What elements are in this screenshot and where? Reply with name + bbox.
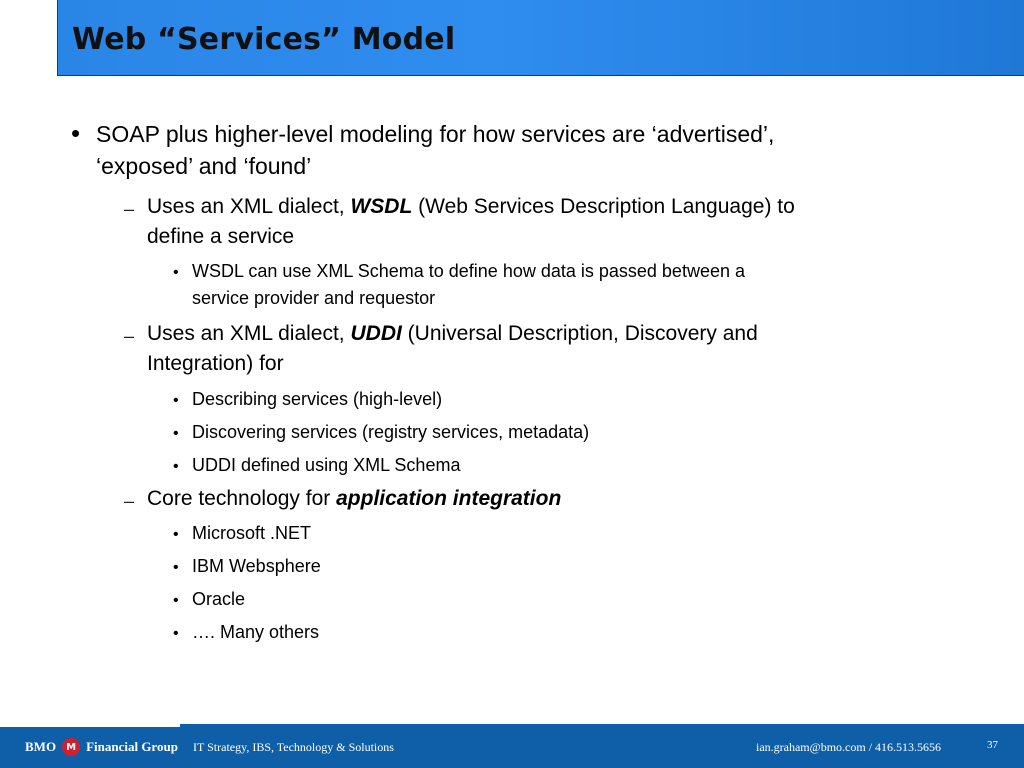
logo-bmo-text: BMO	[25, 739, 57, 754]
uddi-detail-2: Discovering services (registry services, metadata)	[192, 422, 590, 442]
uddi-pre: Uses an XML dialect,	[147, 322, 351, 345]
core-pre: Core technology for	[147, 487, 337, 510]
uddi-post: (Universal Description, Discovery and	[401, 322, 758, 345]
dash-marker: –	[124, 491, 135, 511]
sub-bullet-core-tech	[147, 487, 561, 511]
sub-bullet-wsdl-line-2: define a service	[147, 225, 295, 248]
wsdl-pre: Uses an XML dialect,	[147, 195, 351, 218]
bullet-1-line-2: ‘exposed’ and ‘found’	[96, 153, 312, 179]
uddi-detail-3: UDDI defined using XML Schema	[192, 455, 461, 475]
sub-marker: •	[173, 425, 179, 442]
uddi-detail-1: Describing services (high-level)	[192, 389, 443, 409]
sub-marker: •	[173, 392, 179, 409]
sub-marker: •	[173, 559, 179, 576]
bmo-logo	[25, 735, 178, 759]
bullet-marker: •	[71, 118, 81, 148]
bullet-1-line-1: SOAP plus higher-level modeling for how services are ‘advertised’,	[96, 121, 775, 147]
sub-bullet-wsdl-line-1	[147, 195, 795, 219]
wsdl-detail-line-1: WSDL can use XML Schema to define how data is passed between a	[192, 261, 745, 281]
page-number: 37	[987, 739, 998, 751]
footer-department: IT Strategy, IBS, Technology & Solutions	[193, 740, 394, 754]
sub-marker: •	[173, 625, 179, 642]
sub-marker: •	[173, 592, 179, 609]
sub-bullet-uddi-line-1	[147, 322, 758, 346]
slide-title: Web “Services” Model	[72, 22, 456, 57]
wsdl-post: (Web Services Description Language) to	[412, 195, 795, 218]
core-item-4: …. Many others	[192, 622, 320, 642]
logo-financial-group-text: Financial Group	[86, 739, 178, 754]
dash-marker: –	[124, 199, 135, 219]
dash-marker: –	[124, 326, 135, 346]
footer-contact: ian.graham@bmo.com / 416.513.5656	[756, 740, 942, 754]
core-term: application integration	[336, 487, 562, 510]
sub-marker: •	[173, 458, 179, 475]
bmo-roundel-icon: M	[62, 738, 80, 756]
sub-marker: •	[173, 526, 179, 543]
wsdl-term: WSDL	[350, 195, 413, 218]
core-item-1: Microsoft .NET	[192, 523, 312, 543]
sub-bullet-uddi-line-2: Integration) for	[147, 352, 284, 375]
sub-marker: •	[173, 264, 179, 281]
uddi-term: UDDI	[350, 322, 402, 345]
wsdl-detail-line-2: service provider and requestor	[192, 288, 436, 308]
footer-accent-line	[0, 724, 180, 727]
core-item-3: Oracle	[192, 589, 246, 609]
core-item-2: IBM Websphere	[192, 556, 321, 576]
